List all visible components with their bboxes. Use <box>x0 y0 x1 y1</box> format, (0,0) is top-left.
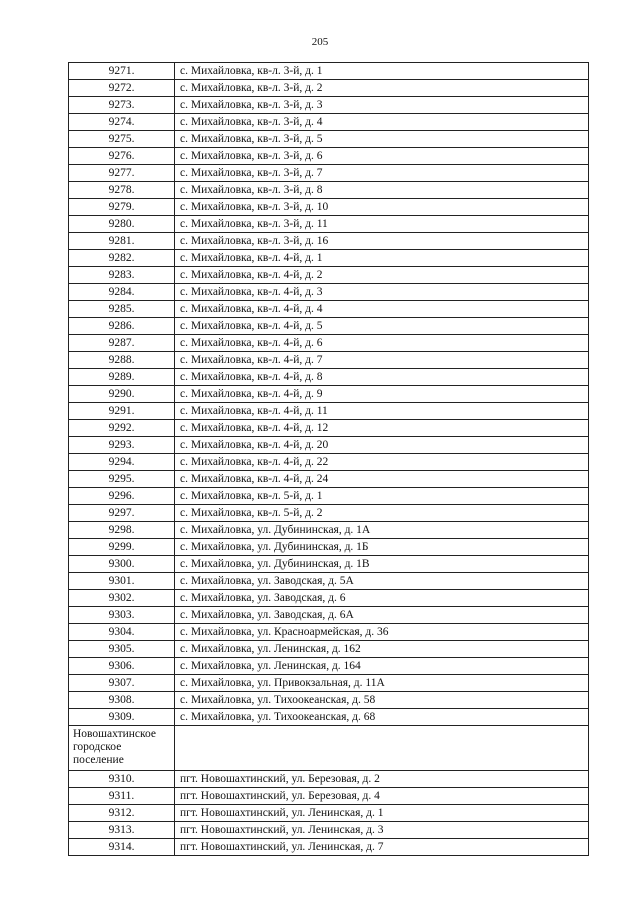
row-address: с. Михайловка, кв-л. 3-й, д. 1 <box>175 63 589 80</box>
row-address: с. Михайловка, ул. Заводская, д. 6А <box>175 607 589 624</box>
row-address: с. Михайловка, кв-л. 3-й, д. 6 <box>175 148 589 165</box>
table-row <box>69 335 589 352</box>
table-row <box>69 148 589 165</box>
table-row <box>69 318 589 335</box>
table-row <box>69 471 589 488</box>
table-row <box>69 301 589 318</box>
row-number: 9311. <box>69 788 175 805</box>
table-row <box>69 788 589 805</box>
row-number: 9273. <box>69 97 175 114</box>
row-address: с. Михайловка, кв-л. 5-й, д. 2 <box>175 505 589 522</box>
row-number: 9288. <box>69 352 175 369</box>
table-row <box>69 420 589 437</box>
row-address: с. Михайловка, ул. Красноармейская, д. 36 <box>175 624 589 641</box>
row-number: 9287. <box>69 335 175 352</box>
row-number: 9303. <box>69 607 175 624</box>
table-row <box>69 505 589 522</box>
row-address: с. Михайловка, кв-л. 4-й, д. 6 <box>175 335 589 352</box>
table-row <box>69 63 589 80</box>
row-number: 9289. <box>69 369 175 386</box>
address-rows-mikhailovka <box>69 63 589 726</box>
row-number: 9299. <box>69 539 175 556</box>
row-number: 9302. <box>69 590 175 607</box>
row-number: 9309. <box>69 709 175 726</box>
row-address: с. Михайловка, кв-л. 4-й, д. 24 <box>175 471 589 488</box>
table-row <box>69 454 589 471</box>
table-row <box>69 692 589 709</box>
row-number: 9293. <box>69 437 175 454</box>
table-row <box>69 771 589 788</box>
table-row <box>69 839 589 856</box>
row-number: 9278. <box>69 182 175 199</box>
row-number: 9306. <box>69 658 175 675</box>
row-number: 9300. <box>69 556 175 573</box>
table-row <box>69 437 589 454</box>
table-row <box>69 641 589 658</box>
row-number: 9281. <box>69 233 175 250</box>
row-number: 9285. <box>69 301 175 318</box>
row-number: 9296. <box>69 488 175 505</box>
table-row <box>69 607 589 624</box>
row-address: с. Михайловка, ул. Ленинская, д. 164 <box>175 658 589 675</box>
table-row <box>69 165 589 182</box>
table-row <box>69 590 589 607</box>
table-row <box>69 386 589 403</box>
row-number: 9310. <box>69 771 175 788</box>
table-row <box>69 267 589 284</box>
row-number: 9307. <box>69 675 175 692</box>
row-address: с. Михайловка, кв-л. 3-й, д. 2 <box>175 80 589 97</box>
table-row <box>69 216 589 233</box>
row-number: 9286. <box>69 318 175 335</box>
row-number: 9292. <box>69 420 175 437</box>
row-address: с. Михайловка, кв-л. 4-й, д. 1 <box>175 250 589 267</box>
table-row <box>69 233 589 250</box>
section-heading: Новошахтинское городское поселение <box>69 726 175 771</box>
row-number: 9276. <box>69 148 175 165</box>
section-row-group <box>69 726 589 771</box>
table-row <box>69 822 589 839</box>
table-row <box>69 114 589 131</box>
row-number: 9312. <box>69 805 175 822</box>
row-number: 9314. <box>69 839 175 856</box>
table-row <box>69 675 589 692</box>
row-number: 9291. <box>69 403 175 420</box>
row-address: с. Михайловка, кв-л. 3-й, д. 4 <box>175 114 589 131</box>
row-address: с. Михайловка, кв-л. 4-й, д. 20 <box>175 437 589 454</box>
row-number: 9298. <box>69 522 175 539</box>
row-number: 9284. <box>69 284 175 301</box>
row-number: 9304. <box>69 624 175 641</box>
row-number: 9272. <box>69 80 175 97</box>
row-address: с. Михайловка, кв-л. 3-й, д. 5 <box>175 131 589 148</box>
table-row <box>69 131 589 148</box>
row-address: с. Михайловка, кв-л. 4-й, д. 22 <box>175 454 589 471</box>
row-address: с. Михайловка, кв-л. 4-й, д. 11 <box>175 403 589 420</box>
row-address: с. Михайловка, кв-л. 3-й, д. 16 <box>175 233 589 250</box>
row-address: с. Михайловка, кв-л. 3-й, д. 3 <box>175 97 589 114</box>
table-row <box>69 250 589 267</box>
table-row <box>69 352 589 369</box>
page-number: 205 <box>311 36 329 48</box>
row-number: 9283. <box>69 267 175 284</box>
table-row <box>69 539 589 556</box>
row-address: с. Михайловка, кв-л. 5-й, д. 1 <box>175 488 589 505</box>
row-address: с. Михайловка, кв-л. 4-й, д. 3 <box>175 284 589 301</box>
row-address: пгт. Новошахтинский, ул. Ленинская, д. 7 <box>175 839 589 856</box>
table-row <box>69 556 589 573</box>
row-address: с. Михайловка, ул. Заводская, д. 5А <box>175 573 589 590</box>
section-row <box>69 726 589 771</box>
row-address: с. Михайловка, ул. Дубининская, д. 1А <box>175 522 589 539</box>
row-number: 9280. <box>69 216 175 233</box>
table-row <box>69 97 589 114</box>
row-address: с. Михайловка, кв-л. 4-й, д. 7 <box>175 352 589 369</box>
table-row <box>69 573 589 590</box>
row-number: 9297. <box>69 505 175 522</box>
row-address: пгт. Новошахтинский, ул. Березовая, д. 2 <box>175 771 589 788</box>
row-address: с. Михайловка, кв-л. 3-й, д. 7 <box>175 165 589 182</box>
table-row <box>69 488 589 505</box>
table-row <box>69 805 589 822</box>
row-address: пгт. Новошахтинский, ул. Ленинская, д. 1 <box>175 805 589 822</box>
row-number: 9279. <box>69 199 175 216</box>
table-row <box>69 624 589 641</box>
section-heading-empty-cell <box>175 726 589 771</box>
row-address: с. Михайловка, кв-л. 3-й, д. 8 <box>175 182 589 199</box>
row-number: 9282. <box>69 250 175 267</box>
row-number: 9274. <box>69 114 175 131</box>
row-address: пгт. Новошахтинский, ул. Ленинская, д. 3 <box>175 822 589 839</box>
table-row <box>69 182 589 199</box>
row-address: с. Михайловка, кв-л. 4-й, д. 12 <box>175 420 589 437</box>
table-row <box>69 80 589 97</box>
address-table <box>68 62 589 856</box>
table-row <box>69 522 589 539</box>
row-address: с. Михайловка, ул. Заводская, д. 6 <box>175 590 589 607</box>
row-address: с. Михайловка, кв-л. 4-й, д. 4 <box>175 301 589 318</box>
row-address: пгт. Новошахтинский, ул. Березовая, д. 4 <box>175 788 589 805</box>
table-row <box>69 709 589 726</box>
table-row <box>69 369 589 386</box>
row-number: 9305. <box>69 641 175 658</box>
row-address: с. Михайловка, ул. Ленинская, д. 162 <box>175 641 589 658</box>
table-row <box>69 403 589 420</box>
row-number: 9308. <box>69 692 175 709</box>
row-address: с. Михайловка, кв-л. 3-й, д. 10 <box>175 199 589 216</box>
row-number: 9271. <box>69 63 175 80</box>
row-number: 9290. <box>69 386 175 403</box>
row-number: 9275. <box>69 131 175 148</box>
row-address: с. Михайловка, ул. Дубининская, д. 1Б <box>175 539 589 556</box>
row-address: с. Михайловка, ул. Дубининская, д. 1В <box>175 556 589 573</box>
row-address: с. Михайловка, ул. Тихоокеанская, д. 58 <box>175 692 589 709</box>
row-address: с. Михайловка, кв-л. 3-й, д. 11 <box>175 216 589 233</box>
address-rows-novoshakhtinsky <box>69 771 589 856</box>
row-number: 9295. <box>69 471 175 488</box>
table-row <box>69 658 589 675</box>
row-address: с. Михайловка, ул. Привокзальная, д. 11А <box>175 675 589 692</box>
row-number: 9277. <box>69 165 175 182</box>
row-number: 9294. <box>69 454 175 471</box>
table-row <box>69 284 589 301</box>
row-address: с. Михайловка, кв-л. 4-й, д. 9 <box>175 386 589 403</box>
row-address: с. Михайловка, кв-л. 4-й, д. 5 <box>175 318 589 335</box>
row-number: 9301. <box>69 573 175 590</box>
table-row <box>69 199 589 216</box>
row-number: 9313. <box>69 822 175 839</box>
row-address: с. Михайловка, кв-л. 4-й, д. 2 <box>175 267 589 284</box>
row-address: с. Михайловка, кв-л. 4-й, д. 8 <box>175 369 589 386</box>
row-address: с. Михайловка, ул. Тихоокеанская, д. 68 <box>175 709 589 726</box>
